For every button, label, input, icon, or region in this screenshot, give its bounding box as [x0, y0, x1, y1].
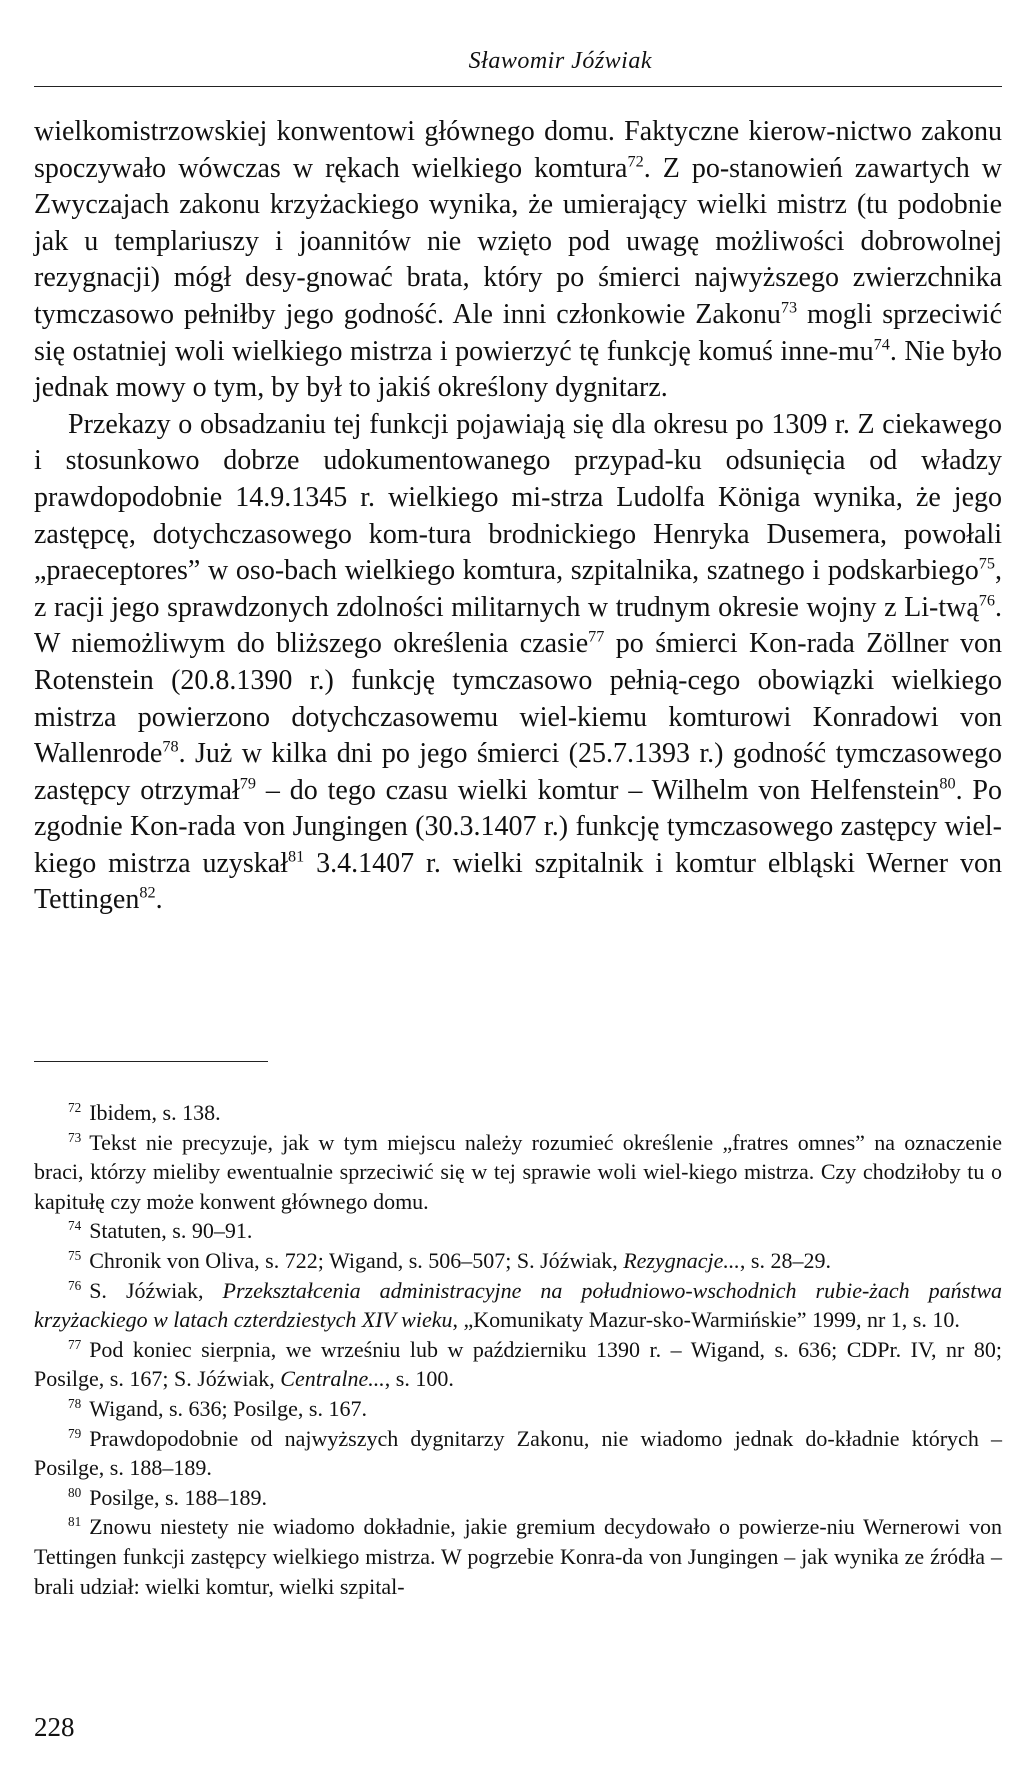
text-run: Statuten, s. 90–91.: [89, 1218, 253, 1244]
text-run: Pod koniec sierpnia, we wrześniu lub w październiku 1390 r. – Wigand, s. 636; CDPr. IV, nr 80; Posilge, s. 167; S. Jóźwiak,: [34, 1336, 1002, 1392]
footnote-reference: 75: [978, 554, 995, 573]
paragraph-2: [34, 407, 1002, 919]
text-run: . Już w kilka dni po jego śmierci (25.7.1393 r.) godność tymczasowego zastępcy otrzymał: [34, 738, 1002, 806]
footnote-reference: 80: [939, 774, 956, 793]
footnote-number: 80: [68, 1484, 82, 1500]
book-page: [34, 0, 1002, 1765]
body-text: [34, 114, 1002, 919]
text-run: wielkomistrzowskiej konwentowi głównego domu. Faktyczne kierow-nictwo zakonu spoczywało wówczas w rękach wielkiego komtura: [34, 116, 1002, 184]
text-run: , s. 28–29.: [739, 1247, 831, 1273]
text-run: . Z po-stanowień zawartych w Zwyczajach zakonu krzyżackiego wynika, że umierający wielki mistrz (tu podobnie jak u templariuszy i joannitów nie wzięto pod uwagę możliwości dobrowolnej rezygnacji) mógł desy-gnować brata, który po śmierci najwyższego zwierzchnika tymczasowo pełniłby jego godność. Ale inni członkowie Zakonu: [34, 152, 1003, 330]
text-run: Tekst nie precyzuje, jak w tym miejscu należy rozumieć określenie „fratres omnes” na oznaczenie braci, którzy mieliby ewentualnie sprzeciwić się w tej sprawie woli wiel-kiego mistrza. Czy chodziłoby tu o kapitułę czy może konwent głównego domu.: [34, 1129, 1002, 1214]
paragraph-1: [34, 114, 1002, 407]
footnote-number: 76: [68, 1277, 82, 1293]
text-run: – do tego czasu wielki komtur – Wilhelm von Helfenstein: [256, 774, 940, 806]
footnote-number: 79: [68, 1425, 82, 1441]
text-run: .: [155, 884, 163, 916]
footnote-number: 78: [68, 1396, 82, 1412]
header-rule: [34, 86, 1002, 87]
italic-title: Przekształcenia administracyjne na południowo-wschodnich rubie-żach państwa krzyżackiego w latach czterdziestych XIV wieku: [34, 1277, 1002, 1333]
footnote-number: 77: [68, 1336, 82, 1352]
footnote-73: [34, 1128, 1002, 1217]
footnote-78: [34, 1394, 1002, 1424]
footnote-number: 75: [68, 1248, 82, 1264]
text-run: Znowu niestety nie wiadomo dokładnie, jakie gremium decydowało o powierze-niu Wernerowi von Tettingen funkcji zastępcy wielkiego mistrza. W pogrzebie Konra-da von Jungingen – jak wynika ze źródła – brali udział: wielki komtur, wielki szpital-: [34, 1514, 1002, 1599]
italic-title: Centralne...: [280, 1366, 385, 1392]
footnote-reference: 76: [978, 591, 995, 610]
footnote-77: [34, 1335, 1002, 1394]
footnote-81: [34, 1512, 1002, 1601]
text-run: Prawdopodobnie od najwyższych dygnitarzy Zakonu, nie wiadomo jednak do-kładnie których – Posilge, s. 188–189.: [34, 1425, 1002, 1481]
page-number: 228: [34, 1712, 75, 1742]
footnote-number: 81: [68, 1514, 82, 1530]
italic-title: Rezygnacje...: [623, 1247, 740, 1273]
footnote-76: [34, 1276, 1002, 1335]
text-run: Wigand, s. 636; Posilge, s. 167.: [89, 1395, 367, 1421]
footnote-reference: 81: [287, 847, 305, 866]
running-head: Sławomir Jóźwiak: [468, 48, 652, 74]
text-run: Posilge, s. 188–189.: [89, 1484, 268, 1510]
footnote-rule: [34, 1061, 268, 1062]
footnote-74: [34, 1216, 1002, 1246]
footnote-reference: 78: [162, 737, 179, 756]
text-run: , z racji jego sprawdzonych zdolności militarnych w trudnym okresie wojny z Li-twą: [34, 555, 1002, 623]
text-run: S. Jóźwiak,: [89, 1277, 223, 1303]
text-run: , s. 100.: [384, 1366, 454, 1392]
footnote-reference: 77: [588, 627, 605, 646]
text-run: Przekazy o obsadzaniu tej funkcji pojawiają się dla okresu po 1309 r. Z ciekawego i stosunkowo dobrze udokumentowanego przypad-ku odsunięcia od władzy prawdopodobnie 14.9.1345 r. wielkiego mi-strza Ludolfa Königa wynika, że jego zastępcę, dotychczasowego kom-tura brodnickiego Henryka Dusemera, powołali „praeceptores” w oso-bach wielkiego komtura, szpitalnika, szatnego i podskarbiego: [34, 408, 1002, 587]
text-run: 3.4.1407 r. wielki szpitalnik i komtur elbląski Werner von Tettingen: [34, 847, 1002, 916]
footnote-number: 72: [68, 1100, 82, 1116]
footnote-75: [34, 1246, 1002, 1276]
footnote-number: 74: [68, 1218, 82, 1234]
text-run: , „Komunikaty Mazur-sko-Warmińskie” 1999, nr 1, s. 10.: [452, 1307, 960, 1333]
footnote-80: [34, 1483, 1002, 1513]
footnote-reference: 72: [627, 152, 644, 171]
text-run: . Nie było jednak mowy o tym, by był to jakiś określony dygnitarz.: [34, 335, 1002, 404]
footnote-reference: 74: [873, 335, 890, 354]
text-run: . W niemożliwym do bliższego określenia czasie: [34, 591, 1002, 660]
footnote-reference: 79: [239, 774, 257, 793]
footnote-reference: 82: [139, 883, 156, 902]
footnote-72: [34, 1098, 1002, 1128]
footnote-reference: 73: [780, 298, 798, 317]
text-run: Ibidem, s. 138.: [89, 1100, 221, 1125]
footnote-79: [34, 1424, 1002, 1483]
text-run: mogli sprzeciwić się ostatniej woli wielkiego mistrza i powierzyć tę funkcję komuś inne-mu: [34, 298, 1002, 367]
text-run: po śmierci Kon-rada Zöllner von Rotenstein (20.8.1390 r.) funkcję tymczasowo pełnią-cego obowiązki wielkiego mistrza powierzono dotychczasowemu wiel-kiemu komturowi Konradowi von Wallenrode: [34, 628, 1002, 770]
text-run: Chronik von Oliva, s. 722; Wigand, s. 506–507; S. Jóźwiak,: [89, 1247, 624, 1273]
text-run: . Po zgodnie Kon-rada von Jungingen (30.3.1407 r.) funkcję tymczasowego zastępcy wiel-kiego mistrza uzyskał: [34, 774, 1002, 879]
footnotes: [34, 1098, 1002, 1601]
footnote-number: 73: [68, 1129, 82, 1145]
